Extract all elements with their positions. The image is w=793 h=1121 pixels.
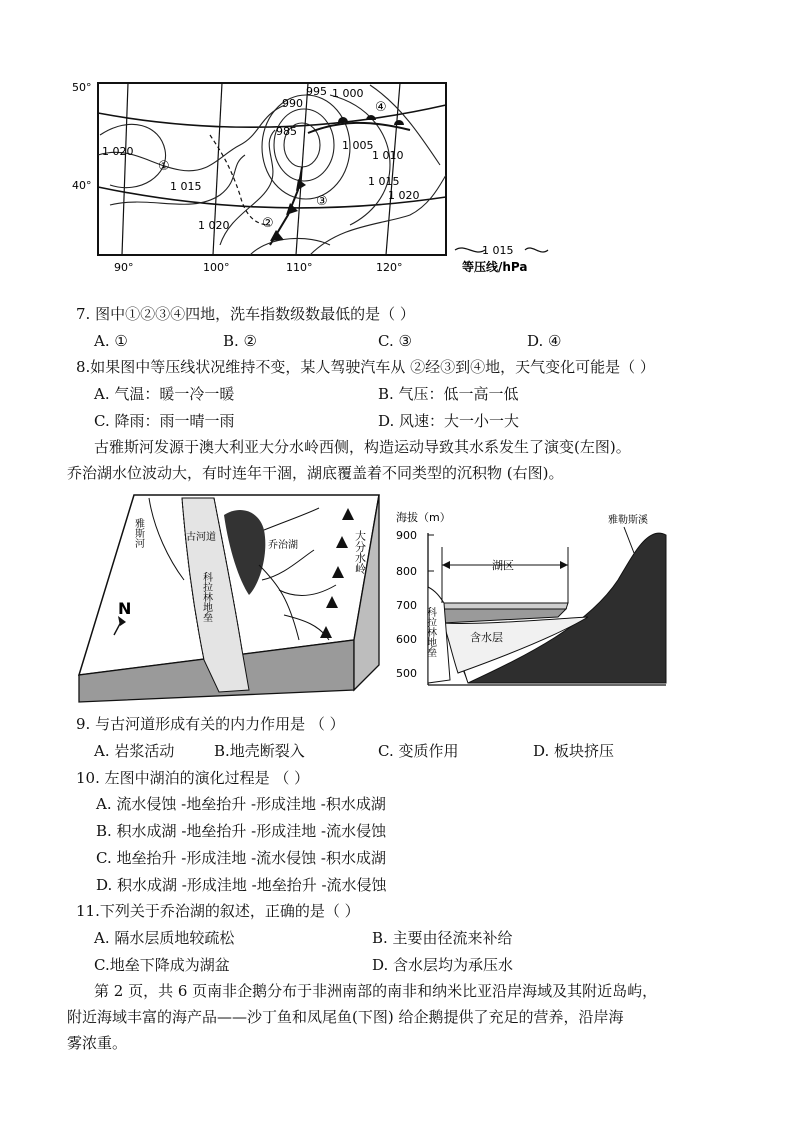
question-7-stem: 7. 图中①②③④四地，洗车指数级数最低的是（ ）: [76, 305, 415, 323]
label-fault-block: 科拉林地垒: [200, 572, 212, 622]
q8-option-c[interactable]: C. 降雨：雨一晴一雨: [94, 412, 235, 430]
q11-option-c[interactable]: C.地垒下降成为湖盆: [94, 956, 230, 974]
isobar-label: 1 000: [332, 87, 364, 100]
creek-label: 雅勒斯溪: [608, 515, 648, 526]
lat-label-40: 40°: [72, 179, 92, 192]
fault-block-label: 科拉林地垒: [424, 607, 436, 657]
passage-2-line-1: 第 2 页，共 6 页南非企鹅分布于非洲南部的南非和纳米比亚沿岸海域及其附近岛屿，: [94, 982, 658, 1000]
y-tick-600: 600: [396, 633, 417, 646]
isobar-label: 990: [282, 97, 303, 110]
aquifer-label: 含水层: [470, 631, 503, 644]
question-11-stem: 11.下列关于乔治湖的叙述，正确的是（ ）: [76, 902, 360, 920]
marker-3: ③: [316, 194, 328, 209]
q9-option-d[interactable]: D. 板块挤压: [533, 742, 615, 760]
isobar-label: 1 020: [102, 145, 134, 158]
label-lake: 乔治湖: [268, 540, 298, 551]
q9-option-c[interactable]: C. 变质作用: [378, 742, 459, 760]
q11-option-b[interactable]: B. 主要由径流来补给: [372, 929, 513, 947]
y-tick-500: 500: [396, 667, 417, 680]
north-label: N: [118, 599, 132, 618]
q8-option-b[interactable]: B. 气压：低一高一低: [378, 385, 519, 403]
isobar-label: 1 015: [368, 175, 400, 188]
lon-label-90: 90°: [114, 261, 134, 274]
isobar-label: 1 020: [388, 189, 420, 202]
q11-option-d[interactable]: D. 含水层均为承压水: [372, 956, 514, 974]
marker-1: ①: [158, 159, 170, 174]
label-river: 雅斯河: [132, 518, 144, 548]
y-tick-800: 800: [396, 565, 417, 578]
river-evolution-block-diagram: [74, 490, 384, 705]
label-great-divide: 大分水岭: [353, 530, 367, 574]
marker-4: ④: [375, 100, 387, 115]
q10-option-c[interactable]: C. 地垒抬升 -形成洼地 -流水侵蚀 -积水成湖: [96, 849, 386, 867]
isobar-label: 1 005: [342, 139, 374, 152]
q9-option-b[interactable]: B.地壳断裂入: [214, 742, 305, 760]
lake-cross-section: [388, 505, 673, 700]
y-tick-900: 900: [396, 529, 417, 542]
label-old-channel: 古河道: [186, 532, 216, 543]
question-8-stem: 8.如果图中等压线状况维持不变，某人驾驶汽车从 ②经③到④地，天气变化可能是（ ）: [76, 358, 655, 376]
q11-option-a[interactable]: A. 隔水层质地较疏松: [94, 929, 235, 947]
y-tick-700: 700: [396, 599, 417, 612]
q7-option-a[interactable]: A. ①: [94, 332, 128, 350]
question-10-stem: 10. 左图中湖泊的演化过程是 （ ）: [76, 769, 310, 787]
q8-option-d[interactable]: D. 风速：大一小一大: [378, 412, 520, 430]
lon-label-100: 100°: [203, 261, 230, 274]
isobar-label: 1 020: [198, 219, 230, 232]
q7-option-c[interactable]: C. ③: [378, 332, 412, 350]
isobar-label: 995: [306, 85, 327, 98]
question-9-stem: 9. 与古河道形成有关的内力作用是 （ ）: [76, 715, 345, 733]
lat-label-50: 50°: [72, 81, 92, 94]
isobar-label: 985: [276, 125, 297, 138]
legend-value: 1 015: [482, 244, 514, 257]
passage-2-line-2: 附近海域丰富的海产品——沙丁鱼和凤尾鱼(下图) 给企鹅提供了充足的营养，沿岸海: [67, 1008, 624, 1026]
q8-option-a[interactable]: A. 气温：暖一冷一暖: [94, 385, 235, 403]
q9-option-a[interactable]: A. 岩浆活动: [94, 742, 175, 760]
legend-label: 等压线/hPa: [462, 260, 528, 274]
passage-2-line-3: 雾浓重。: [67, 1034, 128, 1052]
q7-option-b[interactable]: B. ②: [223, 332, 258, 350]
isobar-label: 1 010: [372, 149, 404, 162]
q10-option-a[interactable]: A. 流水侵蚀 -地垒抬升 -形成洼地 -积水成湖: [96, 795, 386, 813]
q10-option-d[interactable]: D. 积水成湖 -形成洼地 -地垒抬升 -流水侵蚀: [96, 876, 387, 894]
y-axis-title: 海拔（m）: [396, 511, 451, 524]
passage-1-line-1: 古雅斯河发源于澳大利亚大分水岭西侧，构造运动导致其水系发生了演变(左图)。: [94, 438, 631, 456]
lake-area-label: 湖区: [492, 559, 514, 572]
isobar-label: 1 015: [170, 180, 202, 193]
lon-label-120: 120°: [376, 261, 403, 274]
isobar-weather-map: [70, 75, 550, 280]
q10-option-b[interactable]: B. 积水成湖 -地垒抬升 -形成洼地 -流水侵蚀: [96, 822, 387, 840]
passage-1-line-2: 乔治湖水位波动大，有时连年干涸，湖底覆盖着不同类型的沉积物 (右图)。: [67, 464, 564, 482]
q7-option-d[interactable]: D. ④: [527, 332, 562, 350]
marker-2: ②: [262, 216, 274, 231]
lon-label-110: 110°: [286, 261, 313, 274]
